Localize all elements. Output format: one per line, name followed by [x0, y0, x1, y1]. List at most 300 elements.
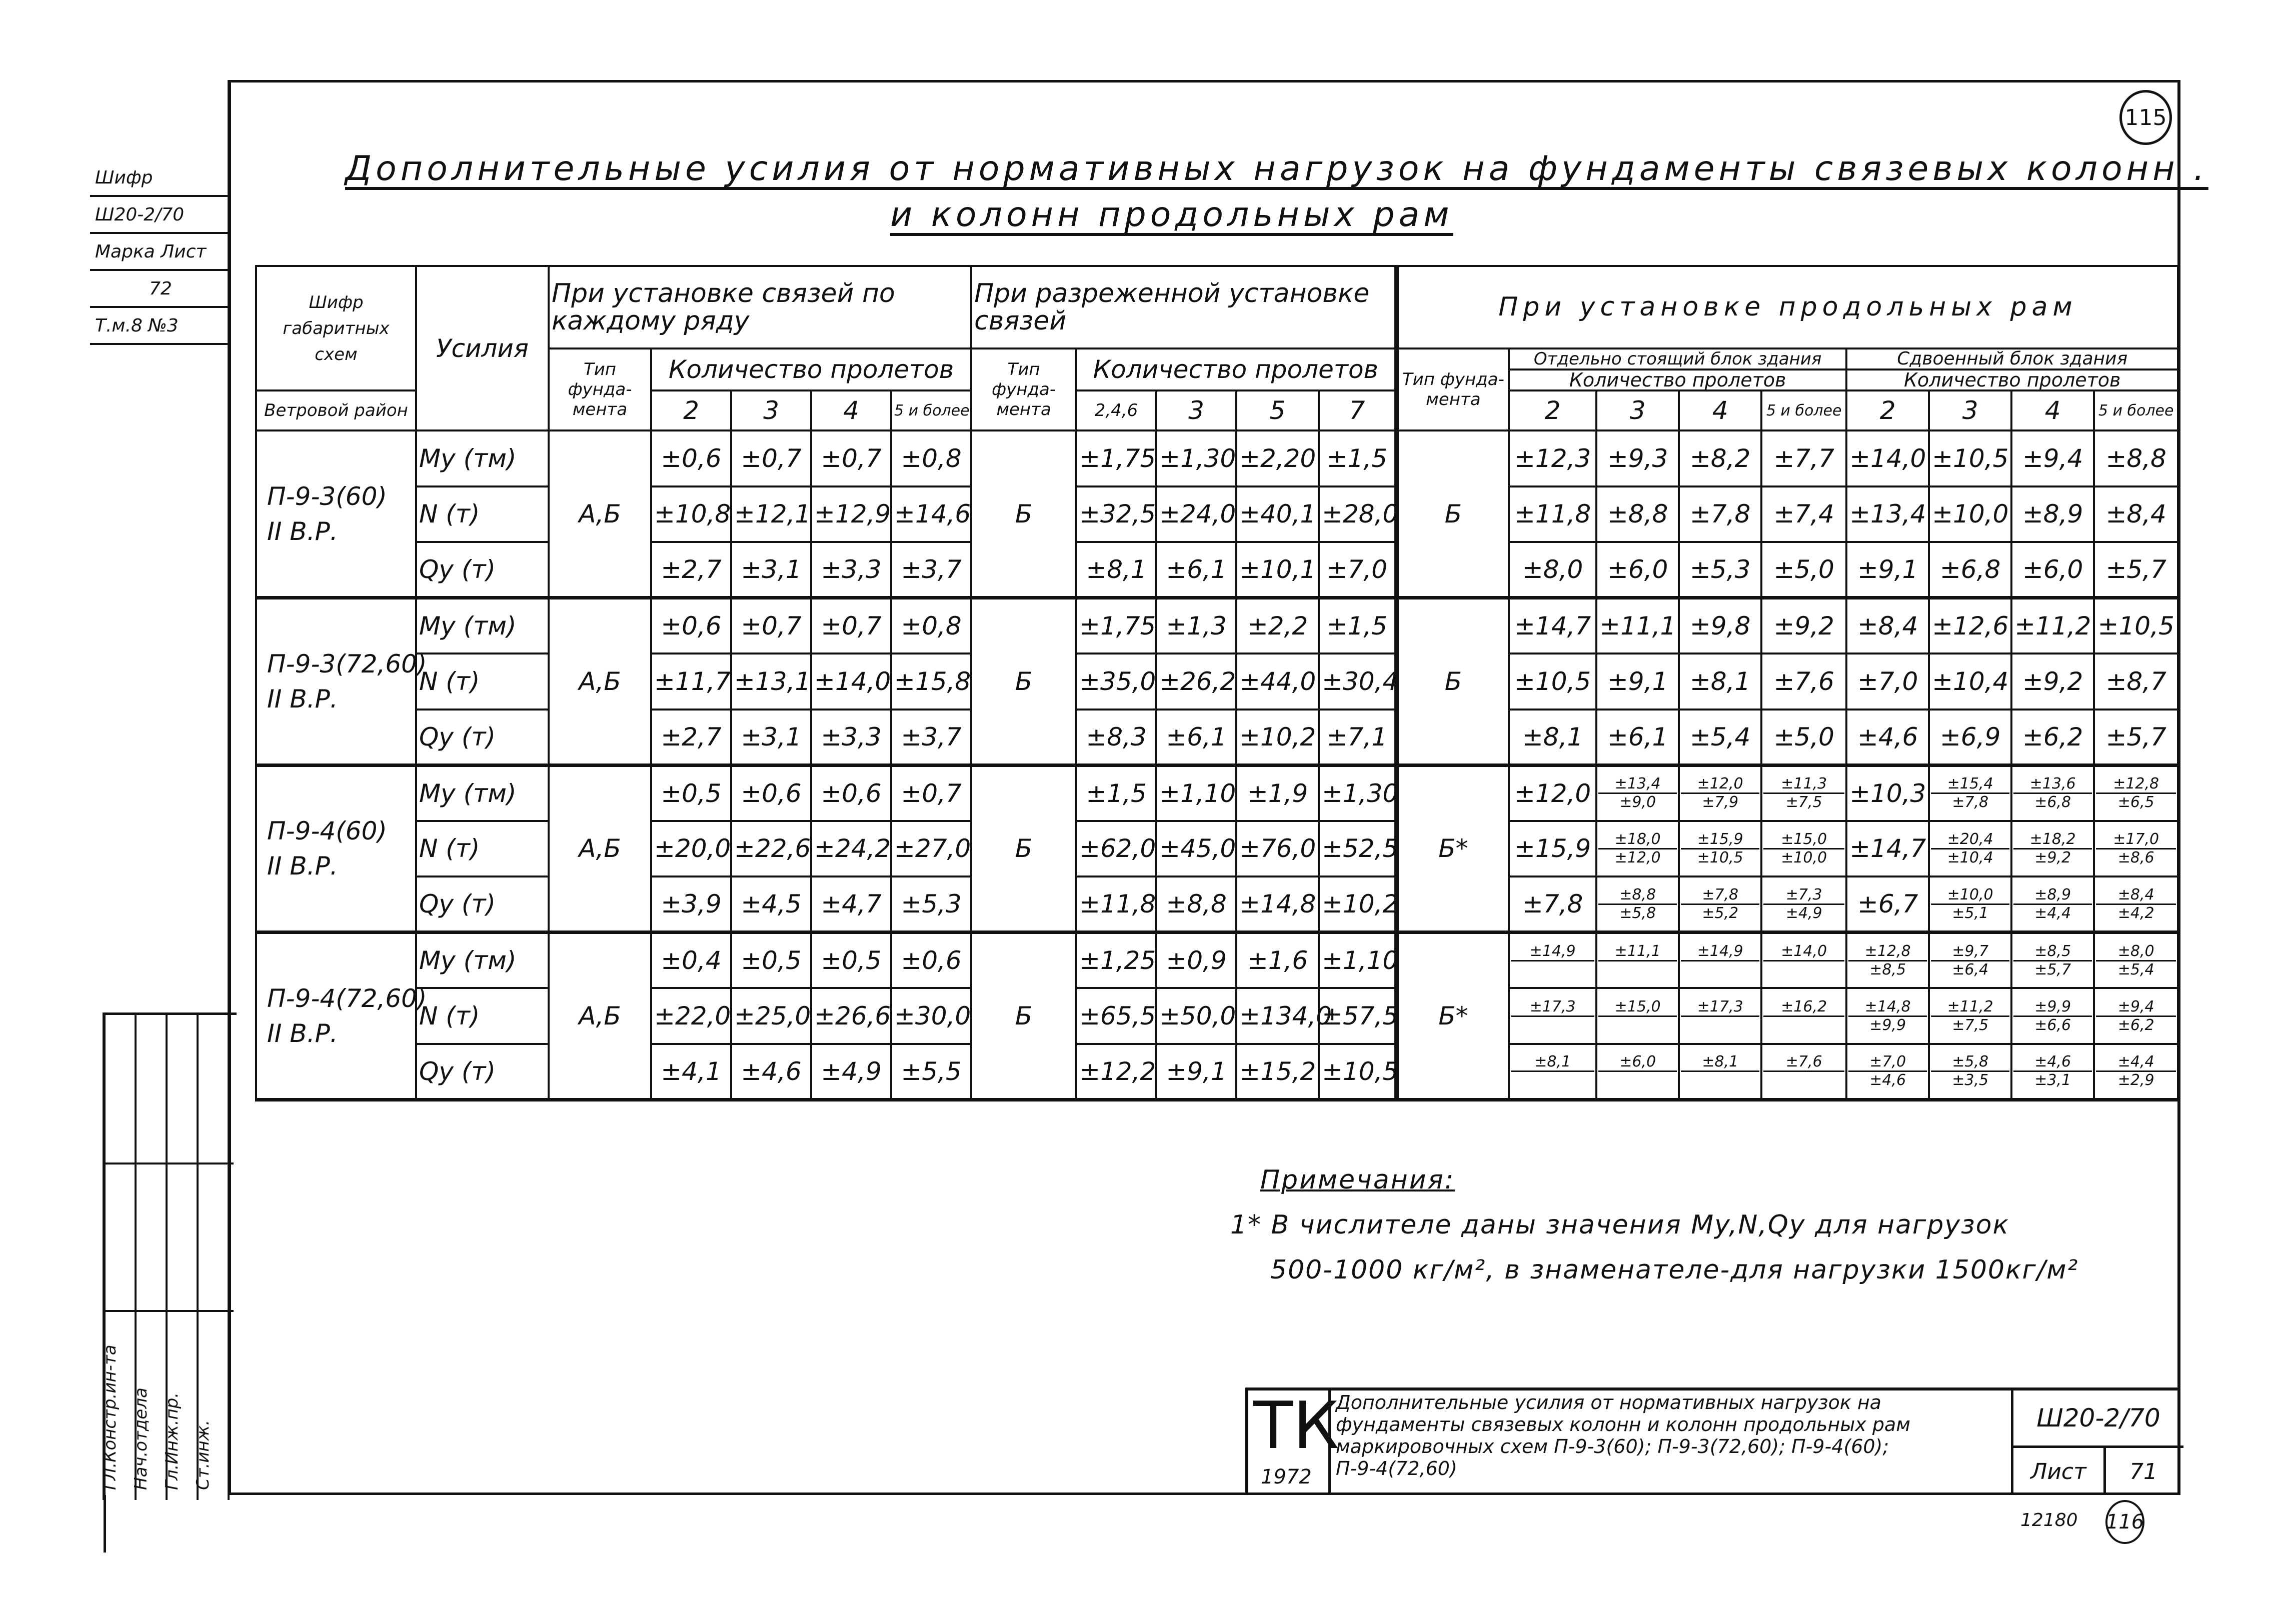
table-cell: ±1,75	[1076, 598, 1156, 654]
numerator: ±18,0	[1598, 832, 1677, 850]
denominator	[1511, 1072, 1594, 1088]
table-cell: ±6,1	[1156, 710, 1236, 766]
table-cell	[2094, 876, 2178, 932]
denominator: ±8,5	[1869, 960, 1906, 978]
table-cell	[1679, 1044, 1761, 1100]
col-span: 3	[1156, 390, 1236, 430]
header-spans: Количество пролетов	[1076, 348, 1396, 390]
col-span: 7	[1319, 390, 1396, 430]
table-cell	[1929, 765, 2011, 821]
table-cell: ±3,7	[891, 710, 971, 766]
numerator: ±12,8	[1848, 944, 1927, 962]
table-cell: ±5,4	[1679, 710, 1761, 766]
table-cell: Б*	[1396, 765, 1509, 932]
table-cell: ±26,2	[1156, 654, 1236, 710]
table-cell: ±6,8	[1929, 542, 2011, 598]
table-cell: ±15,2	[1236, 1044, 1319, 1100]
table-cell: ±0,6	[651, 598, 731, 654]
denominator: ±6,4	[1952, 960, 1989, 978]
table-cell	[1596, 821, 1679, 877]
table-row	[256, 932, 2178, 988]
denominator: ±5,1	[1952, 904, 1989, 922]
table-cell: А,Б	[549, 598, 651, 766]
table-cell: ±1,30	[1156, 430, 1236, 486]
denominator	[1598, 1072, 1677, 1088]
table-cell: Мy (тм)	[416, 765, 549, 821]
signature-block	[100, 1012, 237, 1500]
table-cell	[1761, 821, 1846, 877]
header-group3: При установке продольных рам	[1396, 266, 2178, 348]
table-cell: ±10,5	[1509, 654, 1596, 710]
table-row	[256, 988, 2178, 1044]
numerator: ±17,3	[1681, 1000, 1759, 1017]
table-cell: ±40,1	[1236, 486, 1319, 542]
table-cell: ±0,8	[891, 430, 971, 486]
table-cell: ±0,6	[891, 932, 971, 988]
table-cell: ±0,6	[811, 765, 891, 821]
table-cell: Мy (тм)	[416, 430, 549, 486]
sheet-label: Лист	[2013, 1448, 2106, 1495]
table-cell: N (т)	[416, 988, 549, 1044]
denominator	[1681, 962, 1759, 978]
table-cell: ±8,1	[1509, 710, 1596, 766]
table-cell: ±15,9	[1509, 821, 1596, 877]
table-cell	[1846, 1044, 1929, 1100]
table-cell: ±52,5	[1319, 821, 1396, 877]
wind-region: II В.Р.	[267, 1019, 338, 1048]
table-cell: ±27,0	[891, 821, 971, 877]
denominator: ±10,5	[1697, 848, 1743, 866]
numerator: ±14,9	[1681, 944, 1759, 962]
table-cell	[2011, 1044, 2094, 1100]
notes-line: 500-1000 кг/м², в знаменателе-для нагрузки 1500кг/м²	[1270, 1255, 2079, 1285]
table-cell: N (т)	[416, 486, 549, 542]
signature-col: Гл.Инж.пр.	[168, 1015, 199, 1500]
table-cell: ±8,3	[1076, 710, 1156, 766]
table-cell: ±13,1	[731, 654, 811, 710]
table-cell: ±1,10	[1319, 932, 1396, 988]
table-cell: ±1,9	[1236, 765, 1319, 821]
table-cell: ±20,0	[651, 821, 731, 877]
table-cell: ±65,5	[1076, 988, 1156, 1044]
year: 1972	[1261, 1466, 1312, 1488]
numerator: ±14,8	[1848, 1000, 1927, 1017]
numerator: ±16,2	[1763, 1000, 1844, 1017]
table-cell: ±4,7	[811, 876, 891, 932]
table-cell	[1679, 821, 1761, 877]
table-cell: ±134,0	[1236, 988, 1319, 1044]
table-cell: ±10,1	[1236, 542, 1319, 598]
table-cell: ±6,1	[1156, 542, 1236, 598]
wind-region: II В.Р.	[267, 516, 338, 546]
denominator: ±2,9	[2117, 1072, 2154, 1090]
table-cell	[1761, 988, 1846, 1044]
table-cell: ±7,0	[1846, 654, 1929, 710]
header-sep-block: Отдельно стоящий блок здания Количество пролетов	[1509, 348, 1846, 390]
table-cell	[1509, 988, 1596, 1044]
table-cell: ±3,3	[811, 710, 891, 766]
table-cell: ±10,2	[1319, 876, 1396, 932]
table-cell	[1596, 1044, 1679, 1100]
numerator: ±11,2	[1931, 1000, 2009, 1017]
numerator: ±8,9	[2013, 888, 2092, 905]
header-cipher: Шифр габаритных схем	[256, 266, 416, 390]
col-span: 2	[651, 390, 731, 430]
header-spans: Количество пролетов	[651, 348, 971, 390]
table-cell: ±7,4	[1761, 486, 1846, 542]
denominator: ±3,1	[2034, 1072, 2071, 1090]
table-cell: ±11,8	[1076, 876, 1156, 932]
header-wind: Ветровой район	[256, 390, 416, 430]
table-cell: ±26,6	[811, 988, 891, 1044]
logo: ТК	[1253, 1388, 1339, 1464]
divider	[103, 1162, 234, 1164]
table-cell: ±10,8	[651, 486, 731, 542]
numerator: ±10,0	[1931, 888, 2009, 905]
left-stamp	[90, 160, 231, 345]
table-row	[256, 486, 2178, 542]
numerator: ±11,3	[1763, 776, 1844, 794]
numerator: ±9,7	[1931, 944, 2009, 962]
numerator: ±14,0	[1763, 944, 1844, 962]
table-cell: ±9,1	[1846, 542, 1929, 598]
table-cell	[2094, 1044, 2178, 1100]
header-dbl-block: Сдвоенный блок здания Количество пролетов	[1846, 348, 2178, 390]
divider	[103, 1310, 234, 1312]
cipher-label: Шифр	[90, 160, 231, 197]
table-cell: ±10,3	[1846, 765, 1929, 821]
col-span: 5 и более	[2094, 390, 2178, 430]
table-cell: ±0,7	[731, 430, 811, 486]
denominator: ±5,2	[1702, 904, 1739, 922]
mark-value: 72	[90, 271, 231, 308]
signature-col: ГЛ.Констр.ин-та	[106, 1015, 137, 1500]
table-cell: ±8,2	[1679, 430, 1761, 486]
denominator: ±4,2	[2117, 904, 2154, 922]
table-cell: Б	[1396, 430, 1509, 598]
cipher-value: Ш20-2/70	[90, 197, 231, 234]
table-cell	[1929, 1044, 2011, 1100]
numerator: ±11,1	[1598, 944, 1677, 962]
table-cell: ±0,7	[811, 598, 891, 654]
forces-table	[255, 265, 2179, 1102]
wind-region: II В.Р.	[267, 684, 338, 714]
footer-circle: 116	[2105, 1500, 2144, 1544]
mark-label: Марка Лист	[90, 234, 231, 271]
header-group1: При установке связей по каждому ряду	[549, 266, 971, 348]
table-row	[256, 876, 2178, 932]
table-cell: ±3,3	[811, 542, 891, 598]
table-cell: ±10,5	[1319, 1044, 1396, 1100]
scheme-name: П-9-4(60)	[267, 816, 387, 846]
table-cell: ±14,7	[1846, 821, 1929, 877]
denominator: ±10,0	[1781, 848, 1827, 866]
denominator: ±7,5	[1785, 794, 1822, 812]
table-cell: ±7,6	[1761, 654, 1846, 710]
table-cell: ±3,1	[731, 710, 811, 766]
numerator: ±7,3	[1763, 888, 1844, 905]
table-cell: ±10,0	[1929, 486, 2011, 542]
numerator: ±17,3	[1511, 1000, 1594, 1017]
table-cell: ±8,0	[1509, 542, 1596, 598]
denominator	[1511, 1017, 1594, 1033]
header-found-type: Тип фунда-мента	[971, 348, 1076, 430]
table-cell: ±12,2	[1076, 1044, 1156, 1100]
col-span: 4	[1679, 390, 1761, 430]
col-span: 3	[1929, 390, 2011, 430]
table-cell: ±11,2	[2011, 598, 2094, 654]
table-cell: ±5,3	[891, 876, 971, 932]
table-cell: ±28,0	[1319, 486, 1396, 542]
table-body	[256, 430, 2178, 1100]
denominator: ±4,6	[1869, 1072, 1906, 1090]
table-cell: ±11,7	[651, 654, 731, 710]
table-cell: ±24,2	[811, 821, 891, 877]
numerator: ±13,4	[1598, 776, 1677, 794]
numerator: ±8,1	[1681, 1054, 1759, 1072]
table-cell: ±8,8	[1596, 486, 1679, 542]
table-cell: ±6,1	[1596, 710, 1679, 766]
table-cell	[1509, 1044, 1596, 1100]
col-span: 3	[1596, 390, 1679, 430]
table-cell	[1761, 1044, 1846, 1100]
table-cell: ±5,5	[891, 1044, 971, 1100]
table-cell: ±35,0	[1076, 654, 1156, 710]
table-cell: ±30,4	[1319, 654, 1396, 710]
table-cell: ±24,0	[1156, 486, 1236, 542]
drawing-code: Ш20-2/70	[2013, 1390, 2183, 1448]
numerator: ±9,9	[2013, 1000, 2092, 1017]
table-cell: ±5,7	[2094, 542, 2178, 598]
table-cell	[1761, 932, 1846, 988]
table-cell: Qy (т)	[416, 1044, 549, 1100]
table-cell: Б	[971, 932, 1076, 1100]
table-cell: ±12,9	[811, 486, 891, 542]
table-cell: ±10,5	[2094, 598, 2178, 654]
header-forces: Усилия	[416, 266, 549, 430]
table-cell: ±1,3	[1156, 598, 1236, 654]
table-cell: ±14,8	[1236, 876, 1319, 932]
page-title: Дополнительные усилия от нормативных нагрузок на фундаменты связевых колонн .	[345, 149, 2208, 188]
scheme-cell	[256, 932, 427, 1100]
denominator: ±6,2	[2117, 1016, 2154, 1034]
table-cell: ±1,30	[1319, 765, 1396, 821]
denominator	[1598, 1017, 1677, 1033]
table-cell: ±62,0	[1076, 821, 1156, 877]
table-cell: ±50,0	[1156, 988, 1236, 1044]
numerator: ±15,4	[1931, 776, 2009, 794]
table-row	[256, 765, 2178, 821]
table-cell: ±8,8	[1156, 876, 1236, 932]
table-cell: ±5,7	[2094, 710, 2178, 766]
table-cell: ±5,0	[1761, 542, 1846, 598]
table-cell	[1596, 765, 1679, 821]
header-group2: При разреженной установке связей	[971, 266, 1396, 348]
table-cell: Qy (т)	[416, 542, 549, 598]
table-cell	[2094, 821, 2178, 877]
table-cell: ±32,5	[1076, 486, 1156, 542]
col-span: 2	[1509, 390, 1596, 430]
col-span: 4	[2011, 390, 2094, 430]
table-cell	[2011, 876, 2094, 932]
table-cell: ±7,7	[1761, 430, 1846, 486]
table-cell: ±57,5	[1319, 988, 1396, 1044]
table-cell: ±10,4	[1929, 654, 2011, 710]
numerator: ±12,8	[2096, 776, 2176, 794]
table-cell: ±14,0	[1846, 430, 1929, 486]
table-cell: ±25,0	[731, 988, 811, 1044]
numerator: ±5,8	[1931, 1054, 2009, 1072]
table-cell: ±1,75	[1076, 430, 1156, 486]
table-cell: ±0,7	[811, 430, 891, 486]
numerator: ±15,9	[1681, 832, 1759, 850]
table-cell: ±12,0	[1509, 765, 1596, 821]
table-cell: Мy (тм)	[416, 932, 549, 988]
col-span: 2	[1846, 390, 1929, 430]
scheme-name: П-9-3(72,60)	[267, 649, 427, 678]
table-cell: ±1,5	[1319, 430, 1396, 486]
numerator: ±18,2	[2013, 832, 2092, 850]
table-cell: ±45,0	[1156, 821, 1236, 877]
table-cell	[1929, 988, 2011, 1044]
numerator: ±8,4	[2096, 888, 2176, 905]
table-cell: ±22,0	[651, 988, 731, 1044]
denominator: ±7,8	[1952, 794, 1989, 812]
table-cell: Qy (т)	[416, 710, 549, 766]
table-cell: ±3,7	[891, 542, 971, 598]
denominator	[1681, 1017, 1759, 1033]
denominator: ±10,4	[1947, 848, 1993, 866]
scheme-cell	[256, 598, 427, 766]
table-cell	[1846, 932, 1929, 988]
table-cell: ±2,7	[651, 710, 731, 766]
table-row	[256, 430, 2178, 486]
table-cell	[1596, 876, 1679, 932]
denominator: ±5,4	[2117, 960, 2154, 978]
wind-region: II В.Р.	[267, 852, 338, 881]
table-cell	[1846, 988, 1929, 1044]
table-cell: ±8,9	[2011, 486, 2094, 542]
col-span: 5 и более	[1761, 390, 1846, 430]
numerator: ±6,0	[1598, 1054, 1677, 1072]
table-cell: ±2,2	[1236, 598, 1319, 654]
col-span: 5 и более	[891, 390, 971, 430]
table-row	[256, 654, 2178, 710]
sheet-corner-number: 115	[2119, 90, 2172, 145]
table-cell: ±4,6	[1846, 710, 1929, 766]
table-cell: ±14,6	[891, 486, 971, 542]
table-cell	[1679, 932, 1761, 988]
table-cell: N (т)	[416, 654, 549, 710]
numerator: ±8,0	[2096, 944, 2176, 962]
table-cell: ±6,2	[2011, 710, 2094, 766]
notes-line: 1* В числителе даны значения My,N,Qy для нагрузок	[1230, 1210, 2009, 1240]
page-subtitle: и колонн продольных рам	[890, 195, 1453, 234]
table-cell: ±7,8	[1679, 486, 1761, 542]
table-cell: ±4,9	[811, 1044, 891, 1100]
denominator	[1763, 1017, 1844, 1033]
table-cell: ±8,8	[2094, 430, 2178, 486]
table-cell: ±6,9	[1929, 710, 2011, 766]
table-row	[256, 1044, 2178, 1100]
table-cell: Б	[1396, 598, 1509, 766]
denominator: ±8,6	[2117, 848, 2154, 866]
table-cell: ±1,10	[1156, 765, 1236, 821]
table-cell: ±0,8	[891, 598, 971, 654]
table-cell: ±4,1	[651, 1044, 731, 1100]
numerator: ±15,0	[1598, 1000, 1677, 1017]
table-cell	[1596, 988, 1679, 1044]
table-cell: ±11,1	[1596, 598, 1679, 654]
title-block	[1245, 1388, 2178, 1495]
table-cell: ±9,1	[1156, 1044, 1236, 1100]
table-cell	[1929, 932, 2011, 988]
table-cell: ±12,3	[1509, 430, 1596, 486]
col-span: 3	[731, 390, 811, 430]
table-cell	[2094, 988, 2178, 1044]
notes-title: Примечания:	[1260, 1165, 1455, 1195]
header-found-type: Тип фунда-мента	[549, 348, 651, 430]
table-cell: ±12,6	[1929, 598, 2011, 654]
table-cell: ±8,1	[1679, 654, 1761, 710]
logo-box	[1248, 1388, 1339, 1495]
table-cell: Б	[971, 598, 1076, 766]
numerator: ±13,6	[2013, 776, 2092, 794]
table-row	[256, 821, 2178, 877]
table-row	[256, 598, 2178, 654]
table-cell: ±5,3	[1679, 542, 1761, 598]
table-cell: ±9,2	[2011, 654, 2094, 710]
table-cell: ±9,4	[2011, 430, 2094, 486]
table-cell	[1761, 876, 1846, 932]
table-cell: ±12,1	[731, 486, 811, 542]
table-cell	[1679, 876, 1761, 932]
table-cell: ±0,7	[731, 598, 811, 654]
title-block-description: Дополнительные усилия от нормативных нагрузок на фундаменты связевых колонн и колонн продольных рам маркировочных схем П-9-3(60); П-9-3(72,60); П-9-4(60); П-9-4(72,60)	[1336, 1392, 1910, 1480]
table-cell: ±8,7	[2094, 654, 2178, 710]
table-cell: ±7,1	[1319, 710, 1396, 766]
col-span: 4	[811, 390, 891, 430]
denominator: ±3,5	[1952, 1072, 1989, 1090]
denominator	[1511, 962, 1594, 978]
denominator: ±7,9	[1702, 794, 1739, 812]
numerator: ±8,8	[1598, 888, 1677, 905]
table-cell: ±10,5	[1929, 430, 2011, 486]
numerator: ±4,4	[2096, 1054, 2176, 1072]
table-cell: ±6,7	[1846, 876, 1929, 932]
numerator: ±12,0	[1681, 776, 1759, 794]
table-cell	[1509, 932, 1596, 988]
denominator: ±9,9	[1869, 1016, 1906, 1034]
table-cell	[2094, 765, 2178, 821]
col-span: 5	[1236, 390, 1319, 430]
denominator: ±5,7	[2034, 960, 2071, 978]
table-cell	[2011, 765, 2094, 821]
table-cell: ±1,5	[1319, 598, 1396, 654]
table-cell: ±22,6	[731, 821, 811, 877]
denominator: ±12,0	[1614, 848, 1661, 866]
table-cell: А,Б	[549, 932, 651, 1100]
table-cell: ±9,1	[1596, 654, 1679, 710]
signature-col: Ст.инж.	[199, 1015, 230, 1500]
table-cell: Мy (тм)	[416, 598, 549, 654]
signature-col: Нач.отдела	[137, 1015, 168, 1500]
stamp-extra: Т.м.8 №3	[90, 308, 231, 345]
table-cell: ±14,7	[1509, 598, 1596, 654]
table-cell: ±3,9	[651, 876, 731, 932]
numerator: ±20,4	[1931, 832, 2009, 850]
table-row	[256, 542, 2178, 598]
